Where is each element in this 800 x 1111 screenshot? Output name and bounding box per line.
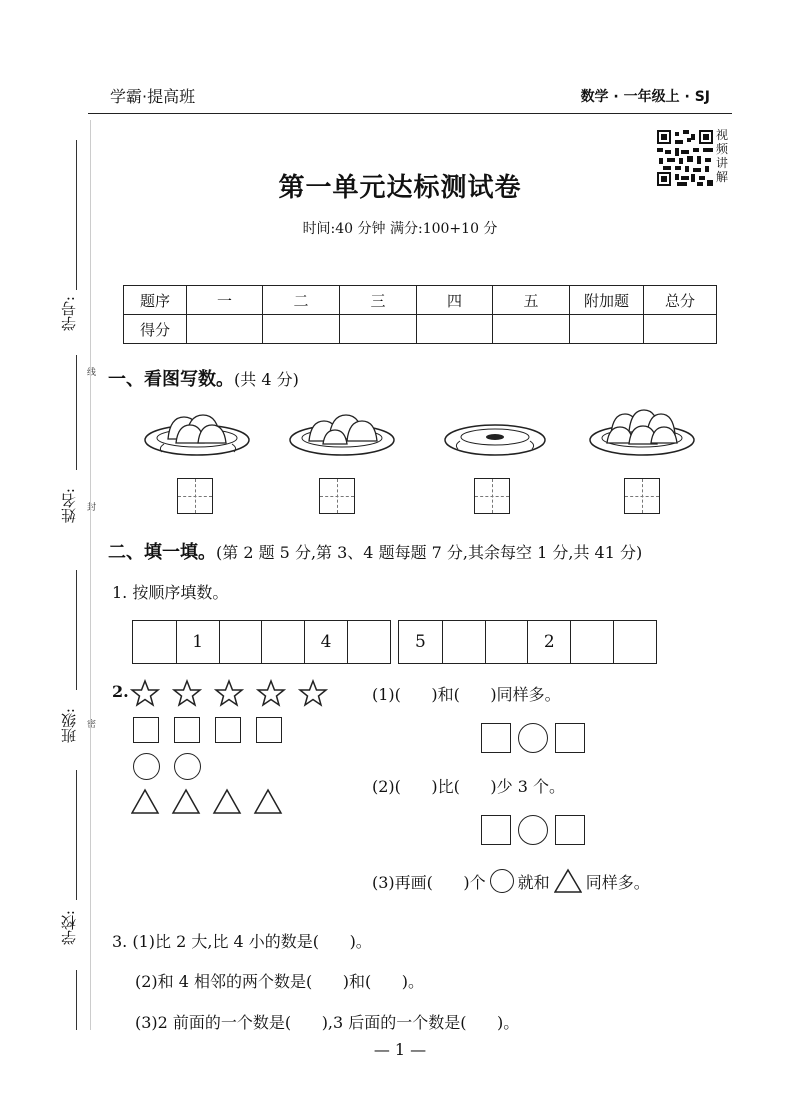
plate-with-4-buns [140, 405, 255, 465]
score-cell[interactable] [187, 315, 263, 344]
binding-line-5 [76, 970, 77, 1030]
brand-logo [110, 84, 195, 107]
header-cell: 三 [340, 286, 417, 315]
section-2-title: 二、填一填。 [108, 542, 216, 563]
q2-part-2: (2)( )比( )少 3 个。 [372, 777, 566, 796]
circle-icon [518, 723, 548, 753]
sequence-cell[interactable] [613, 621, 656, 663]
score-table [123, 285, 717, 344]
score-table-header-row [124, 286, 717, 315]
binding-line-1 [76, 140, 77, 290]
header-cell: 二 [263, 286, 340, 315]
header-cell: 四 [417, 286, 493, 315]
star-row [130, 679, 330, 709]
header-cell: 一 [187, 286, 263, 315]
triangle-row [131, 788, 291, 816]
qr-caption: 视频讲解 [716, 128, 729, 184]
sequence-cell[interactable] [570, 621, 613, 663]
score-cell[interactable] [493, 315, 570, 344]
score-cell[interactable] [417, 315, 493, 344]
q2-part-3-a: (3)再画( )个 [372, 872, 486, 892]
margin-rule [90, 120, 91, 1030]
question-1-label: 1. 按顺序填数。 [112, 583, 229, 602]
triangle-icon [255, 790, 281, 813]
square-icon [555, 723, 585, 753]
q2-part-3-b: 就和 [517, 872, 550, 892]
exam-time-score: 时间:40 分钟 满分:100+10 分 [302, 221, 498, 237]
q2-part-3 [372, 868, 650, 894]
binding-mark-xian: 线 [87, 368, 97, 378]
square-icon [133, 717, 159, 743]
circle-icon [490, 869, 514, 893]
header-cell: 五 [493, 286, 570, 315]
empty-plate [440, 415, 550, 465]
answer-box-plate-4[interactable] [624, 478, 660, 514]
section-1-note: (共 4 分) [234, 370, 299, 389]
sequence-cell[interactable] [442, 621, 485, 663]
student-number-label: 学号: [60, 296, 78, 332]
answer-box-plate-1[interactable] [177, 478, 213, 514]
sequence-cell[interactable] [219, 621, 262, 663]
header-cell: 总分 [644, 286, 717, 315]
score-cell[interactable] [570, 315, 644, 344]
q3-part-2: (2)和 4 相邻的两个数是( )和( )。 [135, 972, 425, 991]
circle-icon [174, 753, 201, 780]
star-icon [216, 681, 242, 705]
triangle-icon [554, 868, 582, 894]
sequence-cell[interactable]: 1 [176, 621, 219, 663]
score-cell[interactable] [263, 315, 340, 344]
score-cell[interactable] [644, 315, 717, 344]
school-label: 学校: [60, 910, 78, 946]
page-number: — 1 — [373, 1040, 427, 1059]
sequence-cell[interactable] [133, 621, 176, 663]
square-icon [174, 717, 200, 743]
square-icon [481, 815, 511, 845]
row-label: 得分 [124, 315, 187, 344]
binding-line-3 [76, 570, 77, 690]
triangle-icon [132, 790, 158, 813]
sequence-row-2 [398, 620, 657, 664]
q2-part-3-c: 同样多。 [585, 872, 650, 892]
section-2-heading [108, 538, 642, 564]
section-1-heading [108, 365, 299, 391]
score-table-score-row [124, 315, 717, 344]
q3-part-3: (3)2 前面的一个数是( ),3 后面的一个数是( )。 [135, 1013, 520, 1032]
square-icon [481, 723, 511, 753]
square-icon [555, 815, 585, 845]
section-1-title: 一、看图写数。 [108, 369, 234, 390]
star-icon [174, 681, 200, 705]
score-cell[interactable] [340, 315, 417, 344]
sequence-cell[interactable] [261, 621, 304, 663]
q3-part-1: 3. (1)比 2 大,比 4 小的数是( )。 [112, 932, 372, 951]
q2-part-1: (1)( )和( )同样多。 [372, 685, 561, 704]
header-cell: 附加题 [570, 286, 644, 315]
sequence-cell[interactable]: 4 [304, 621, 347, 663]
square-icon [215, 717, 241, 743]
header-cell: 题序 [124, 286, 187, 315]
sequence-row-1 [132, 620, 391, 664]
circle-icon [518, 815, 548, 845]
section-2-note: (第 2 题 5 分,第 3、4 题每题 7 分,其余每空 1 分,共 41 分) [216, 543, 643, 562]
sequence-cell[interactable]: 5 [414, 632, 426, 652]
answer-box-plate-2[interactable] [319, 478, 355, 514]
header-rule [88, 113, 732, 114]
square-icon [256, 717, 282, 743]
question-2-label: 2. [112, 682, 129, 701]
sequence-cell[interactable]: 2 [527, 621, 570, 663]
brand-text: 学霸·提高班 [110, 87, 196, 106]
circle-icon [133, 753, 160, 780]
answer-box-plate-3[interactable] [474, 478, 510, 514]
plate-with-4-buns-b [285, 405, 400, 465]
subject-info: 数学 · 一年级上 · SJ [580, 89, 710, 105]
binding-mark-mi: 密 [87, 720, 97, 730]
sequence-cell[interactable] [347, 621, 390, 663]
triangle-icon [214, 790, 240, 813]
binding-line-2 [76, 355, 77, 470]
star-icon [300, 681, 326, 705]
triangle-icon [173, 790, 199, 813]
binding-line-4 [76, 770, 77, 900]
class-label: 班级: [60, 708, 78, 744]
sequence-cell[interactable] [485, 621, 528, 663]
name-label: 姓名: [60, 488, 78, 524]
page-title: 第一单元达标测试卷 [278, 173, 522, 203]
star-icon [258, 681, 284, 705]
binding-mark-feng: 封 [87, 503, 97, 513]
star-icon [132, 681, 158, 705]
plate-with-6-buns [585, 402, 700, 465]
